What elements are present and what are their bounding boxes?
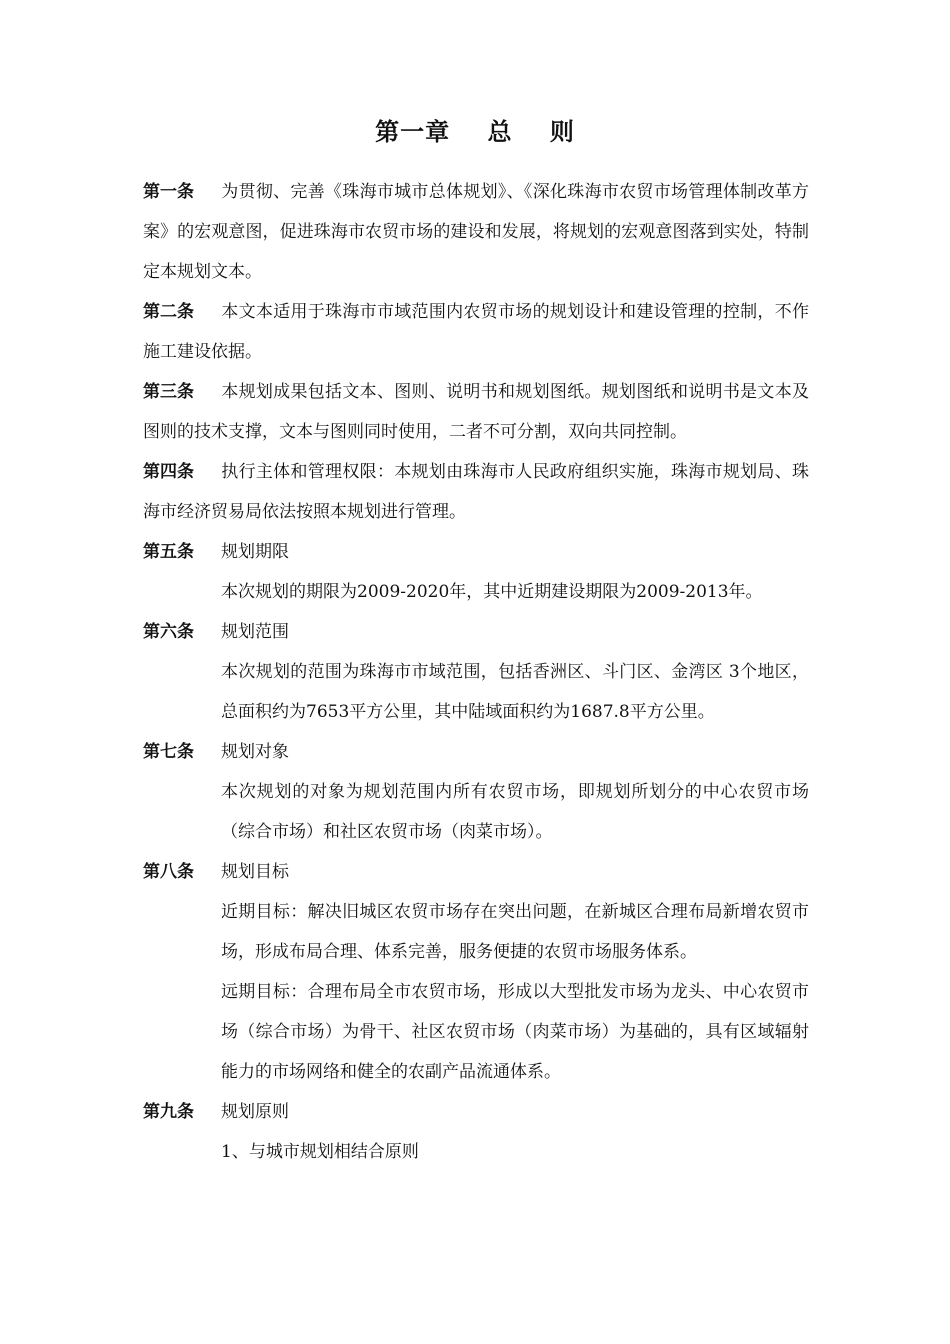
article-label: 第六条 — [143, 622, 194, 642]
article-heading: 规划目标 — [221, 862, 289, 882]
article-6 — [143, 612, 809, 732]
article-paragraph: 本次规划的范围为珠海市市域范围，包括香洲区、斗门区、金湾区 3个地区，总面积约为7653平方公里，其中陆域面积约为1687.8平方公里。 — [221, 662, 809, 722]
article-heading: 规划期限 — [221, 542, 289, 562]
article-label: 第一条 — [143, 182, 194, 202]
article-body — [221, 572, 809, 612]
article-3 — [143, 372, 809, 452]
article-2 — [143, 292, 809, 372]
article-label: 第八条 — [143, 862, 194, 882]
article-paragraph: 本次规划的期限为2009-2020年，其中近期建设期限为2009-2013年。 — [221, 582, 763, 602]
article-label: 第三条 — [143, 382, 194, 402]
chapter-title: 第一章 总 则 — [375, 118, 575, 146]
article-paragraph: 本次规划的对象为规划范围内所有农贸市场，即规划所划分的中心农贸市场（综合市场）和社区农贸市场（肉菜市场）。 — [221, 782, 809, 842]
article-body — [221, 652, 809, 732]
article-body — [221, 892, 809, 1092]
article-4 — [143, 452, 809, 532]
article-5 — [143, 532, 809, 612]
article-text: 执行主体和管理权限：本规划由珠海市人民政府组织实施，珠海市规划局、珠海市经济贸易局依法按照本规划进行管理。 — [143, 462, 809, 522]
article-label: 第九条 — [143, 1102, 194, 1122]
article-7 — [143, 732, 809, 852]
article-9 — [143, 1092, 809, 1172]
article-1 — [143, 172, 809, 292]
article-heading: 规划范围 — [221, 622, 289, 642]
article-text: 为贯彻、完善《珠海市城市总体规划》、《深化珠海市农贸市场管理体制改革方案》的宏观意图，促进珠海市农贸市场的建设和发展，将规划的宏观意图落到实处，特制定本规划文本。 — [143, 182, 809, 282]
article-heading: 规划原则 — [221, 1102, 289, 1122]
article-paragraph: 近期目标：解决旧城区农贸市场存在突出问题，在新城区合理布局新增农贸市场，形成布局合理、体系完善，服务便捷的农贸市场服务体系。 — [221, 902, 809, 962]
article-text: 本规划成果包括文本、图则、说明书和规划图纸。规划图纸和说明书是文本及图则的技术支撑，文本与图则同时使用，二者不可分割，双向共同控制。 — [143, 382, 809, 442]
article-heading: 规划对象 — [221, 742, 289, 762]
article-paragraph: 远期目标：合理布局全市农贸市场，形成以大型批发市场为龙头、中心农贸市场（综合市场）为骨干、社区农贸市场（肉菜市场）为基础的，具有区域辐射能力的市场网络和健全的农副产品流通体系。 — [221, 982, 809, 1082]
article-label: 第二条 — [143, 302, 194, 322]
article-label: 第七条 — [143, 742, 194, 762]
article-body — [221, 772, 809, 852]
article-text: 本文本适用于珠海市市域范围内农贸市场的规划设计和建设管理的控制，不作施工建设依据。 — [143, 302, 809, 362]
article-8 — [143, 852, 809, 1092]
document-body — [143, 172, 809, 1172]
article-label: 第五条 — [143, 542, 194, 562]
article-label: 第四条 — [143, 462, 194, 482]
article-body — [221, 1132, 809, 1172]
article-paragraph: 1、与城市规划相结合原则 — [221, 1142, 419, 1162]
